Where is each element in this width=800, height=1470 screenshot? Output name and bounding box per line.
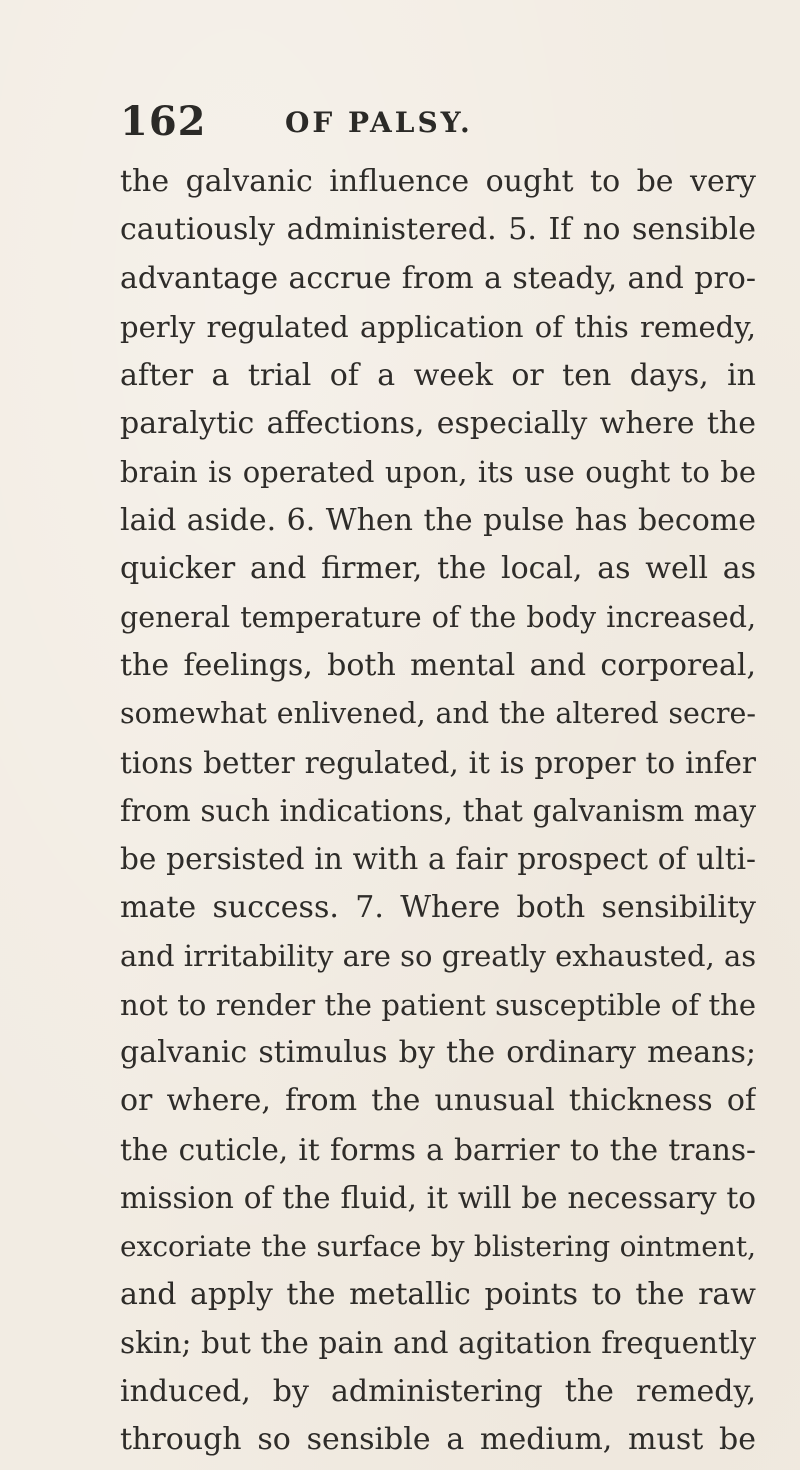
text-line: induced, by administering the remedy, xyxy=(120,1373,756,1409)
page-number: 162 xyxy=(120,98,207,145)
text-line: the cuticle, it forms a barrier to the trans- xyxy=(120,1132,756,1167)
text-line: from such indications, that galvanism may xyxy=(120,794,756,829)
running-head: OF PALSY. xyxy=(285,106,473,139)
text-line: paralytic affections, especially where the xyxy=(120,405,756,441)
text-line: somewhat enlivened, and the altered secre- xyxy=(120,697,756,731)
text-line: mate success. 7. Where both sensibility xyxy=(120,889,756,925)
text-line: brain is operated upon, its use ought to be xyxy=(120,455,756,490)
text-line: general temperature of the body increased, xyxy=(120,600,756,634)
text-line: or where, from the unusual thickness of xyxy=(120,1083,756,1119)
text-line: excoriate the surface by blistering ointment, xyxy=(120,1229,756,1263)
text-line: be persisted in with a fair prospect of ulti- xyxy=(120,842,756,877)
text-line: the feelings, both mental and corporeal, xyxy=(120,647,756,683)
text-line: cautiously administered. 5. If no sensible xyxy=(120,212,756,248)
text-line: the galvanic influence ought to be very xyxy=(120,164,756,199)
text-line: advantage accrue from a steady, and pro- xyxy=(120,260,756,296)
text-line: skin; but the pain and agitation frequently xyxy=(120,1326,756,1361)
text-line: mission of the fluid, it will be necessary to xyxy=(120,1181,756,1216)
page-header xyxy=(120,98,740,148)
text-line: through so sensible a medium, must be xyxy=(120,1422,756,1458)
text-line: after a trial of a week or ten days, in xyxy=(120,357,756,393)
body-text xyxy=(120,158,756,1465)
text-line: perly regulated application of this remedy, xyxy=(120,310,756,345)
text-line: not to render the patient susceptible of the xyxy=(120,987,756,1022)
text-line: tions better regulated, it is proper to infer xyxy=(120,745,756,780)
text-line: quicker and firmer, the local, as well as xyxy=(120,551,756,587)
text-line: and apply the metallic points to the raw xyxy=(120,1276,756,1312)
text-line: and irritability are so greatly exhausted, as xyxy=(120,939,756,974)
text-line: laid aside. 6. When the pulse has become xyxy=(120,502,756,538)
text-line: galvanic stimulus by the ordinary means; xyxy=(120,1035,756,1071)
